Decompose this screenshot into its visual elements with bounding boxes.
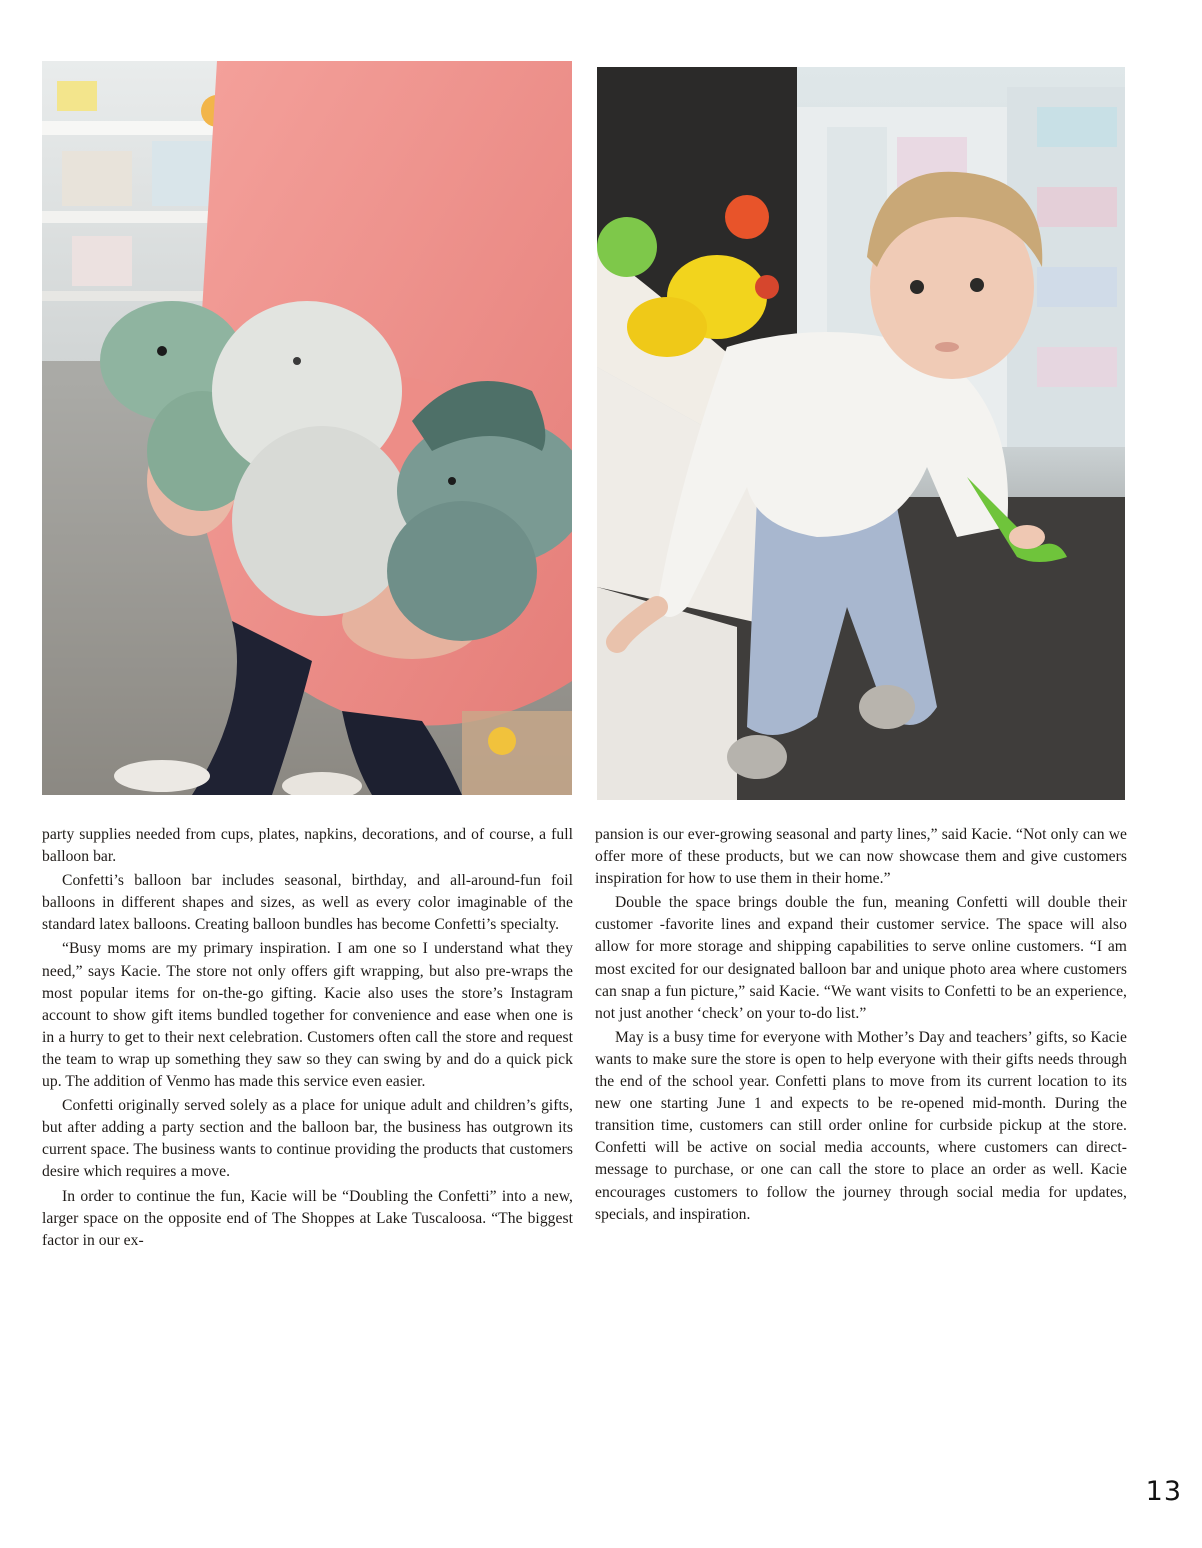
paragraph: Confetti originally served solely as a place for unique adult and children’s gifts, but after adding a party section and the balloon bar, the business has outgrown its current space. The business wants to continue providing the products that customers desire which requires a move.	[42, 1097, 573, 1181]
paragraph: Confetti’s balloon bar includes seasonal, birthday, and all-around-fun foil balloons in different shapes and sizes, as well as every color imaginable of the standard latex balloons. Creating balloon bundles has become Confetti’s specialty.	[42, 872, 573, 934]
toddler-image	[597, 67, 1125, 800]
paragraph: pansion is our ever-growing seasonal and party lines,” said Kacie. “Not only can we offer more of these products, but we can now showcase them and give customers inspiration for how to use them in their home.”	[595, 826, 1127, 888]
paragraph: party supplies needed from cups, plates, napkins, decorations, and of course, a full balloon bar.	[42, 826, 573, 866]
article-column-left	[42, 824, 573, 1252]
paragraph: Double the space brings double the fun, meaning Confetti will double their customer -favorite lines and expand their customer service. The space will also allow for more storage and shipping capabilities to serve online customers. “I am most excited for our designated balloon bar and unique photo area where customers can snap a fun picture,” said Kacie. “We want visits to Confetti to be an experience, not just another ‘check’ on your to-do list.”	[595, 894, 1127, 1022]
photo-plush-dinosaurs	[42, 61, 572, 795]
paragraph: In order to continue the fun, Kacie will be “Doubling the Confetti” into a new, larger space on the opposite end of The Shoppes at Lake Tuscaloosa. “The biggest factor in our ex-	[42, 1187, 573, 1249]
plush-dinosaurs-image	[42, 61, 572, 795]
photo-toddler-in-store	[597, 67, 1125, 800]
page-number: 13	[1145, 1476, 1182, 1507]
paragraph: “Busy moms are my primary inspiration. I am one so I understand what they need,” says Kacie. The store not only offers gift wrapping, but also pre-wraps the most popular items for on-the-go gifting. Kacie also uses the store’s Instagram account to show gift items bundled together for convenience and ease when one is in a hurry to get to their next celebration. Customers often call the store and request the team to wrap up something they saw so they can swing by and do a quick pick up. The addition of Venmo has made this service even easier.	[42, 940, 573, 1091]
paragraph: May is a busy time for everyone with Mother’s Day and teachers’ gifts, so Kacie wants to make sure the store is open to help everyone with their gifts needs through the end of the school year. Confetti plans to move from its current location to its new one starting June 1 and expects to be re-opened mid-month. During the transition time, customers can still order online for curbside pickup at the store. Confetti will be active on social media accounts, where customers can direct-message to purchase, or one can call the store to place an order as well. Kacie encourages customers to follow the journey through social media for updates, specials, and inspiration.	[595, 1028, 1127, 1223]
article-column-right	[595, 824, 1127, 1226]
